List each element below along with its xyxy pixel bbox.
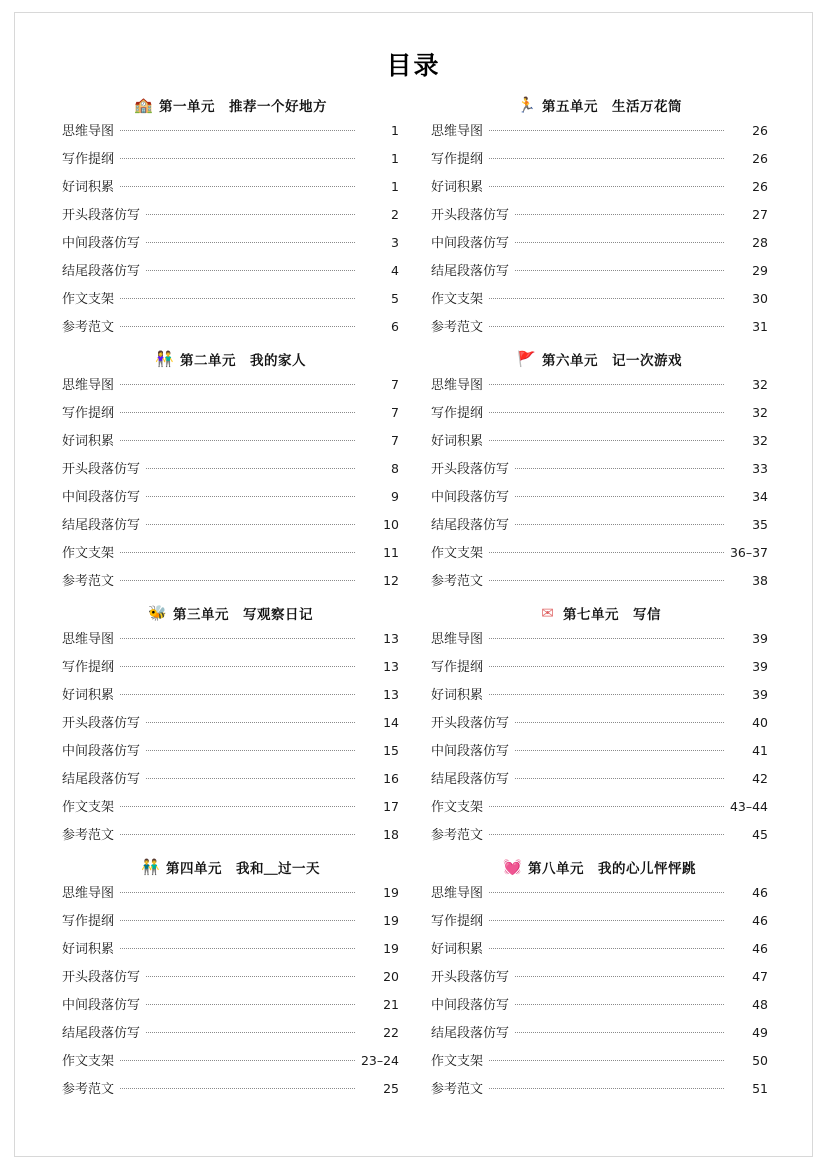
toc-entry-page: 19 xyxy=(383,885,399,900)
page-title: 目录 xyxy=(386,51,441,80)
mail-icon: ✉ xyxy=(541,603,554,622)
toc-entry[interactable] xyxy=(431,514,768,542)
toc-entry[interactable] xyxy=(431,910,768,938)
toc-entry[interactable] xyxy=(62,514,399,542)
toc-entry[interactable] xyxy=(431,684,768,712)
toc-entry-label: 写作提纲 xyxy=(62,152,115,167)
toc-entry-page: 22 xyxy=(383,1025,399,1040)
toc-column-left xyxy=(62,90,399,1106)
toc-entry-label: 好词积累 xyxy=(431,180,484,195)
toc-entry-page: 28 xyxy=(752,235,768,250)
toc-entry-page: 29 xyxy=(752,263,768,278)
toc-entry[interactable] xyxy=(62,542,399,570)
toc-entry-page: 7 xyxy=(391,405,399,420)
toc-entry-page: 38 xyxy=(752,573,768,588)
toc-leader-dots xyxy=(515,777,724,779)
toc-entry[interactable] xyxy=(431,712,768,740)
toc-entry-label: 写作提纲 xyxy=(62,406,115,421)
toc-leader-dots xyxy=(489,551,724,553)
toc-entry-label: 中间段落仿写 xyxy=(62,236,141,251)
toc-entry-page: 1 xyxy=(391,151,399,166)
toc-leader-dots xyxy=(515,467,724,469)
toc-entry[interactable] xyxy=(431,796,768,824)
unit-title: 第一单元 推荐一个好地方 xyxy=(159,99,327,115)
toc-leader-dots xyxy=(489,185,724,187)
toc-leader-dots xyxy=(515,975,724,977)
toc-entry[interactable] xyxy=(431,204,768,232)
toc-entry-label: 结尾段落仿写 xyxy=(62,772,141,787)
toc-unit xyxy=(431,600,768,852)
toc-entry-label: 作文支架 xyxy=(431,1054,484,1069)
toc-entry[interactable] xyxy=(431,402,768,430)
toc-entry[interactable] xyxy=(62,712,399,740)
toc-entry-label: 参考范文 xyxy=(62,828,115,843)
toc-leader-dots xyxy=(146,467,355,469)
toc-entry-page: 50 xyxy=(752,1053,768,1068)
toc-entry-label: 结尾段落仿写 xyxy=(62,264,141,279)
toc-entry-page: 51 xyxy=(752,1081,768,1096)
toc-unit xyxy=(62,346,399,598)
house-icon: 🏫 xyxy=(134,95,153,114)
toc-column-right xyxy=(431,90,768,1106)
toc-entry-label: 开头段落仿写 xyxy=(62,970,141,985)
toc-entry[interactable] xyxy=(62,796,399,824)
toc-entry-page: 34 xyxy=(752,489,768,504)
toc-entry-page: 2 xyxy=(391,207,399,222)
toc-entry-page: 26 xyxy=(752,151,768,166)
toc-entry-label: 结尾段落仿写 xyxy=(62,518,141,533)
toc-leader-dots xyxy=(489,805,724,807)
toc-entry-label: 好词积累 xyxy=(431,434,484,449)
toc-entry-page: 14 xyxy=(383,715,399,730)
toc-entry-page: 32 xyxy=(752,433,768,448)
toc-leader-dots xyxy=(120,439,355,441)
toc-entry-label: 结尾段落仿写 xyxy=(431,264,510,279)
toc-entry-label: 写作提纲 xyxy=(62,660,115,675)
toc-entry-label: 参考范文 xyxy=(62,574,115,589)
unit-title: 第二单元 我的家人 xyxy=(180,353,306,369)
toc-entry-page: 21 xyxy=(383,997,399,1012)
unit-heading xyxy=(431,854,768,880)
toc-entry-label: 好词积累 xyxy=(62,942,115,957)
toc-entry-label: 结尾段落仿写 xyxy=(431,772,510,787)
toc-entry[interactable] xyxy=(431,882,768,910)
toc-entry-page: 46 xyxy=(752,885,768,900)
toc-entry[interactable] xyxy=(431,966,768,994)
heartbeat-icon: 💓 xyxy=(503,857,522,876)
toc-entry-label: 思维导图 xyxy=(431,378,484,393)
unit-heading xyxy=(62,346,399,372)
toc-entry[interactable] xyxy=(62,458,399,486)
toc-entry-page: 13 xyxy=(383,659,399,674)
toc-entry-label: 作文支架 xyxy=(62,546,115,561)
toc-entry-label: 写作提纲 xyxy=(431,914,484,929)
toc-leader-dots xyxy=(489,833,724,835)
toc-leader-dots xyxy=(120,1059,355,1061)
toc-entry-page: 32 xyxy=(752,377,768,392)
toc-leader-dots xyxy=(489,297,724,299)
toc-entry[interactable] xyxy=(62,316,399,344)
toc-unit xyxy=(62,92,399,344)
toc-entry[interactable] xyxy=(62,1022,399,1050)
toc-entry-label: 中间段落仿写 xyxy=(431,236,510,251)
unit-title: 第六单元 记一次游戏 xyxy=(542,353,682,369)
toc-entry[interactable] xyxy=(62,994,399,1022)
toc-entry-label: 思维导图 xyxy=(62,124,115,139)
toc-leader-dots xyxy=(489,439,724,441)
toc-entry-page: 49 xyxy=(752,1025,768,1040)
toc-entry-page: 17 xyxy=(383,799,399,814)
toc-leader-dots xyxy=(489,1059,724,1061)
toc-entry-label: 参考范文 xyxy=(431,574,484,589)
toc-entry[interactable] xyxy=(431,430,768,458)
toc-entry-label: 写作提纲 xyxy=(431,406,484,421)
toc-leader-dots xyxy=(515,1031,724,1033)
toc-entry-page: 13 xyxy=(383,687,399,702)
toc-entry[interactable] xyxy=(62,768,399,796)
toc-leader-dots xyxy=(120,1087,355,1089)
toc-entry-page: 9 xyxy=(391,489,399,504)
toc-leader-dots xyxy=(120,297,355,299)
toc-entry-page: 27 xyxy=(752,207,768,222)
toc-entry-label: 好词积累 xyxy=(431,942,484,957)
toc-entry[interactable] xyxy=(62,684,399,712)
toc-leader-dots xyxy=(120,157,355,159)
toc-entry-label: 中间段落仿写 xyxy=(62,744,141,759)
toc-unit xyxy=(62,600,399,852)
toc-leader-dots xyxy=(146,1031,355,1033)
toc-entry-label: 写作提纲 xyxy=(431,152,484,167)
toc-leader-dots xyxy=(120,579,355,581)
toc-entry-page: 10 xyxy=(383,517,399,532)
toc-entry-page: 35 xyxy=(752,517,768,532)
toc-entry-page: 23–24 xyxy=(360,1053,399,1068)
toc-leader-dots xyxy=(489,693,724,695)
toc-entry-page: 31 xyxy=(752,319,768,334)
toc-entry-page: 33 xyxy=(752,461,768,476)
toc-entry-page: 7 xyxy=(391,433,399,448)
toc-entry-label: 中间段落仿写 xyxy=(62,490,141,505)
toc-entry[interactable] xyxy=(431,148,768,176)
two-people-icon: 👬 xyxy=(141,857,160,876)
toc-entry-label: 参考范文 xyxy=(431,320,484,335)
unit-heading xyxy=(62,92,399,118)
toc-entry-label: 好词积累 xyxy=(62,180,115,195)
toc-unit xyxy=(62,854,399,1106)
toc-entry[interactable] xyxy=(431,1078,768,1106)
toc-entry-page: 39 xyxy=(752,687,768,702)
toc-entry-label: 好词积累 xyxy=(62,688,115,703)
toc-unit xyxy=(431,92,768,344)
toc-leader-dots xyxy=(515,1003,724,1005)
bee-icon: 🐝 xyxy=(148,603,167,622)
toc-entry[interactable] xyxy=(431,938,768,966)
toc-leader-dots xyxy=(120,947,355,949)
toc-entry[interactable] xyxy=(62,430,399,458)
toc-leader-dots xyxy=(146,495,355,497)
toc-leader-dots xyxy=(120,637,355,639)
toc-entry[interactable] xyxy=(62,938,399,966)
toc-entry[interactable] xyxy=(62,824,399,852)
runner-icon: 🏃 xyxy=(517,95,536,114)
toc-leader-dots xyxy=(515,241,724,243)
toc-leader-dots xyxy=(146,721,355,723)
toc-entry-page: 30 xyxy=(752,291,768,306)
toc-entry[interactable] xyxy=(62,204,399,232)
toc-entry-page: 1 xyxy=(391,123,399,138)
toc-entry-label: 开头段落仿写 xyxy=(431,970,510,985)
toc-entry-label: 作文支架 xyxy=(431,546,484,561)
toc-entry-label: 思维导图 xyxy=(431,124,484,139)
toc-entry[interactable] xyxy=(62,288,399,316)
toc-entry-label: 思维导图 xyxy=(431,886,484,901)
toc-leader-dots xyxy=(120,919,355,921)
toc-leader-dots xyxy=(515,523,724,525)
toc-leader-dots xyxy=(489,891,724,893)
unit-heading xyxy=(431,346,768,372)
toc-entry-page: 13 xyxy=(383,631,399,646)
toc-entry-page: 5 xyxy=(391,291,399,306)
toc-leader-dots xyxy=(120,665,355,667)
toc-entry-label: 作文支架 xyxy=(62,1054,115,1069)
toc-entry-label: 结尾段落仿写 xyxy=(62,1026,141,1041)
toc-entry-page: 12 xyxy=(383,573,399,588)
toc-entry[interactable] xyxy=(431,994,768,1022)
unit-title: 第八单元 我的心儿怦怦跳 xyxy=(528,861,696,877)
toc-entry-label: 开头段落仿写 xyxy=(62,208,141,223)
toc-entry-page: 36–37 xyxy=(729,545,768,560)
unit-title: 第四单元 我和＿过一天 xyxy=(166,861,320,877)
toc-entry-label: 参考范文 xyxy=(62,320,115,335)
toc-entry[interactable] xyxy=(431,1022,768,1050)
toc-entry[interactable] xyxy=(431,656,768,684)
toc-entry[interactable] xyxy=(62,486,399,514)
toc-entry[interactable] xyxy=(62,1050,399,1078)
toc-entry-page: 8 xyxy=(391,461,399,476)
toc-entry-page: 47 xyxy=(752,969,768,984)
toc-entry-label: 开头段落仿写 xyxy=(431,208,510,223)
toc-entry[interactable] xyxy=(62,628,399,656)
toc-entry[interactable] xyxy=(62,656,399,684)
toc-entry[interactable] xyxy=(62,570,399,598)
toc-leader-dots xyxy=(489,579,724,581)
toc-entry-label: 中间段落仿写 xyxy=(431,744,510,759)
toc-entry[interactable] xyxy=(62,176,399,204)
toc-entry-label: 中间段落仿写 xyxy=(62,998,141,1013)
toc-entry[interactable] xyxy=(431,768,768,796)
toc-entry[interactable] xyxy=(431,628,768,656)
toc-leader-dots xyxy=(146,213,355,215)
toc-leader-dots xyxy=(146,1003,355,1005)
toc-entry[interactable] xyxy=(431,1050,768,1078)
toc-leader-dots xyxy=(515,269,724,271)
toc-entry-page: 46 xyxy=(752,941,768,956)
toc-entry[interactable] xyxy=(431,232,768,260)
toc-leader-dots xyxy=(515,495,724,497)
toc-entry-label: 作文支架 xyxy=(431,800,484,815)
toc-leader-dots xyxy=(120,383,355,385)
toc-entry-label: 开头段落仿写 xyxy=(62,462,141,477)
unit-title: 第三单元 写观察日记 xyxy=(173,607,313,623)
toc-entry-label: 开头段落仿写 xyxy=(431,462,510,477)
toc-entry-page: 19 xyxy=(383,913,399,928)
toc-entry[interactable] xyxy=(431,316,768,344)
toc-entry-page: 4 xyxy=(391,263,399,278)
toc-entry-page: 32 xyxy=(752,405,768,420)
toc-entry-page: 46 xyxy=(752,913,768,928)
toc-entry[interactable] xyxy=(62,910,399,938)
toc-entry[interactable] xyxy=(62,740,399,768)
toc-entry[interactable] xyxy=(431,374,768,402)
toc-entry-label: 开头段落仿写 xyxy=(62,716,141,731)
toc-leader-dots xyxy=(489,947,724,949)
toc-entry[interactable] xyxy=(62,1078,399,1106)
unit-heading xyxy=(431,92,768,118)
toc-leader-dots xyxy=(489,129,724,131)
toc-entry-label: 参考范文 xyxy=(431,1082,484,1097)
toc-entry-label: 结尾段落仿写 xyxy=(431,1026,510,1041)
toc-leader-dots xyxy=(489,383,724,385)
toc-leader-dots xyxy=(146,777,355,779)
toc-columns xyxy=(62,90,768,1106)
toc-entry[interactable] xyxy=(431,120,768,148)
toc-entry-label: 中间段落仿写 xyxy=(431,998,510,1013)
toc-leader-dots xyxy=(120,551,355,553)
toc-leader-dots xyxy=(489,1087,724,1089)
family-icon: 👫 xyxy=(155,349,174,368)
toc-entry[interactable] xyxy=(431,176,768,204)
toc-entry-page: 16 xyxy=(383,771,399,786)
toc-entry-label: 参考范文 xyxy=(431,828,484,843)
toc-entry[interactable] xyxy=(431,542,768,570)
toc-entry-page: 39 xyxy=(752,659,768,674)
toc-leader-dots xyxy=(120,325,355,327)
toc-leader-dots xyxy=(489,665,724,667)
toc-entry-page: 6 xyxy=(391,319,399,334)
toc-entry-page: 25 xyxy=(383,1081,399,1096)
toc-entry-page: 11 xyxy=(383,545,399,560)
toc-leader-dots xyxy=(489,411,724,413)
toc-entry-page: 39 xyxy=(752,631,768,646)
toc-entry[interactable] xyxy=(62,120,399,148)
toc-entry-page: 1 xyxy=(391,179,399,194)
unit-title: 第七单元 写信 xyxy=(563,607,661,623)
toc-leader-dots xyxy=(120,411,355,413)
toc-entry[interactable] xyxy=(62,882,399,910)
unit-title: 第五单元 生活万花筒 xyxy=(542,99,682,115)
toc-entry-page: 45 xyxy=(752,827,768,842)
toc-entry-label: 思维导图 xyxy=(431,632,484,647)
toc-entry-label: 写作提纲 xyxy=(62,914,115,929)
toc-entry-label: 作文支架 xyxy=(431,292,484,307)
toc-leader-dots xyxy=(146,523,355,525)
toc-entry-page: 20 xyxy=(383,969,399,984)
toc-entry-label: 结尾段落仿写 xyxy=(431,518,510,533)
toc-leader-dots xyxy=(489,157,724,159)
unit-heading xyxy=(62,854,399,880)
toc-entry-label: 好词积累 xyxy=(62,434,115,449)
toc-entry-label: 参考范文 xyxy=(62,1082,115,1097)
toc-leader-dots xyxy=(120,805,355,807)
toc-leader-dots xyxy=(515,721,724,723)
flag-icon: 🚩 xyxy=(517,349,536,368)
toc-entry-page: 19 xyxy=(383,941,399,956)
toc-entry-page: 41 xyxy=(752,743,768,758)
toc-leader-dots xyxy=(146,241,355,243)
toc-entry[interactable] xyxy=(431,570,768,598)
unit-heading xyxy=(431,600,768,626)
toc-entry-label: 好词积累 xyxy=(431,688,484,703)
toc-entry[interactable] xyxy=(62,232,399,260)
toc-entry[interactable] xyxy=(62,402,399,430)
toc-entry-label: 写作提纲 xyxy=(431,660,484,675)
toc-leader-dots xyxy=(515,749,724,751)
toc-entry[interactable] xyxy=(431,486,768,514)
toc-entry[interactable] xyxy=(431,740,768,768)
toc-leader-dots xyxy=(120,833,355,835)
toc-entry-label: 思维导图 xyxy=(62,378,115,393)
toc-entry-label: 中间段落仿写 xyxy=(431,490,510,505)
toc-leader-dots xyxy=(120,891,355,893)
toc-entry[interactable] xyxy=(62,374,399,402)
toc-entry-page: 26 xyxy=(752,179,768,194)
toc-entry-page: 42 xyxy=(752,771,768,786)
toc-entry[interactable] xyxy=(431,824,768,852)
toc-leader-dots xyxy=(120,129,355,131)
toc-leader-dots xyxy=(489,325,724,327)
toc-entry-page: 7 xyxy=(391,377,399,392)
toc-entry-label: 作文支架 xyxy=(62,800,115,815)
toc-entry-page: 3 xyxy=(391,235,399,250)
toc-unit xyxy=(431,854,768,1106)
toc-entry[interactable] xyxy=(431,260,768,288)
toc-leader-dots xyxy=(120,693,355,695)
toc-leader-dots xyxy=(489,919,724,921)
toc-unit xyxy=(431,346,768,598)
toc-entry-label: 思维导图 xyxy=(62,886,115,901)
toc-entry-page: 43–44 xyxy=(729,799,768,814)
toc-leader-dots xyxy=(146,975,355,977)
toc-entry[interactable] xyxy=(431,458,768,486)
toc-leader-dots xyxy=(489,637,724,639)
toc-entry-page: 18 xyxy=(383,827,399,842)
toc-entry-label: 思维导图 xyxy=(62,632,115,647)
toc-entry[interactable] xyxy=(62,148,399,176)
toc-entry-label: 作文支架 xyxy=(62,292,115,307)
toc-entry-page: 48 xyxy=(752,997,768,1012)
toc-entry-page: 15 xyxy=(383,743,399,758)
toc-leader-dots xyxy=(515,213,724,215)
toc-entry-page: 40 xyxy=(752,715,768,730)
toc-entry[interactable] xyxy=(62,966,399,994)
toc-entry-label: 开头段落仿写 xyxy=(431,716,510,731)
toc-leader-dots xyxy=(146,269,355,271)
unit-heading xyxy=(62,600,399,626)
toc-entry-page: 26 xyxy=(752,123,768,138)
toc-entry[interactable] xyxy=(431,288,768,316)
toc-leader-dots xyxy=(146,749,355,751)
toc-leader-dots xyxy=(120,185,355,187)
toc-entry[interactable] xyxy=(62,260,399,288)
